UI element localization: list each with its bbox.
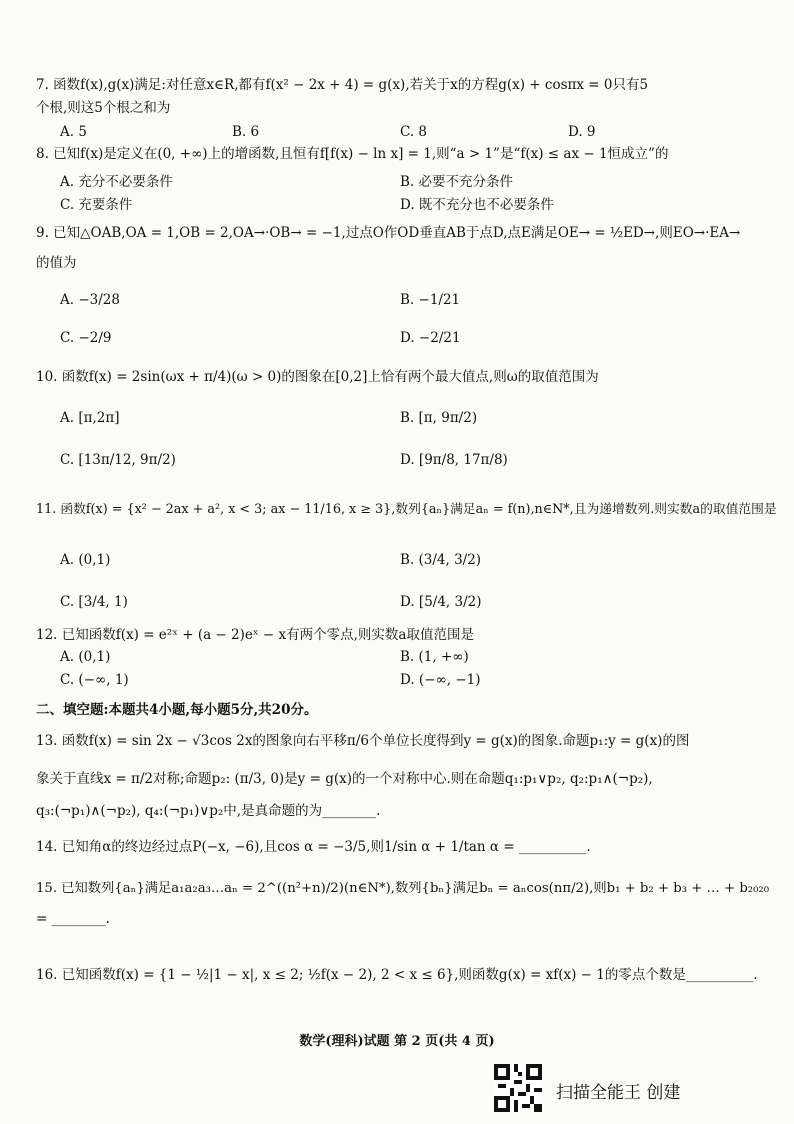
scanner-watermark: 扫描全能王 创建 <box>556 1083 681 1103</box>
q10-opt-a: A. [π,2π] <box>60 410 120 426</box>
q9-opt-d: D. −2/21 <box>400 330 461 346</box>
q7-opt-b: B. 6 <box>232 124 260 140</box>
q11-opt-c: C. [3/4, 1) <box>60 594 128 610</box>
q7-line1: 7. 函数f(x),g(x)满足:对任意x∈R,都有f(x² − 2x + 4) = g(x),若关于x的方程g(x) + cosπx = 0只有5 <box>36 77 649 93</box>
q8-opt-a: A. 充分不必要条件 <box>60 174 173 190</box>
q9-opt-b: B. −1/21 <box>400 292 461 308</box>
q10-opt-c: C. [13π/12, 9π/2) <box>60 452 176 468</box>
q8-line1: 8. 已知f(x)是定义在(0, +∞)上的增函数,且恒有f[f(x) − ln x] = 1,则“a > 1”是“f(x) ≤ ax − 1恒成立”的 <box>36 146 669 162</box>
q13-line2: 象关于直线x = π/2对称;命题p₂: (π/3, 0)是y = g(x)的一个对称中心.则在命题q₁:p₁∨p₂, q₂:p₁∧(¬p₂), <box>36 771 653 787</box>
q12-opt-d: D. (−∞, −1) <box>400 672 481 688</box>
q13-line3: q₃:(¬p₁)∧(¬p₂), q₄:(¬p₁)∨p₂中,是真命题的为________. <box>36 803 381 819</box>
q15-line2: = ________. <box>36 911 110 927</box>
q12-line1: 12. 已知函数f(x) = e²ˣ + (a − 2)eˣ − x有两个零点,则实数a取值范围是 <box>36 627 474 643</box>
page-footer: 数学(理科)试题 第 2 页(共 4 页) <box>299 1034 495 1049</box>
q14-line1: 14. 已知角α的终边经过点P(−x, −6),且cos α = −3/5,则1/sin α + 1/tan α = __________. <box>36 839 591 855</box>
q12-opt-a: A. (0,1) <box>60 649 111 665</box>
q10-line1: 10. 函数f(x) = 2sin(ωx + π/4)(ω > 0)的图象在[0,2]上恰有两个最大值点,则ω的取值范围为 <box>36 369 599 385</box>
q7-opt-c: C. 8 <box>400 124 428 140</box>
q9-line2: 的值为 <box>36 255 77 271</box>
q7-line2: 个根,则这5个根之和为 <box>36 100 171 116</box>
q8-opt-b: B. 必要不充分条件 <box>400 174 514 190</box>
q8-opt-d: D. 既不充分也不必要条件 <box>400 197 554 213</box>
q9-opt-c: C. −2/9 <box>60 330 112 346</box>
q10-opt-d: D. [9π/8, 17π/8) <box>400 452 508 468</box>
q11-line1: 11. 函数f(x) = {x² − 2ax + a², x < 3; ax − 11/16, x ≥ 3},数列{aₙ}满足aₙ = f(n),n∈N*,且为递增数列.则实数a的取值范围是 <box>36 502 777 517</box>
q15-line1: 15. 已知数列{aₙ}满足a₁a₂a₃…aₙ = 2^((n²+n)/2)(n∈N*),数列{bₙ}满足bₙ = aₙcos(nπ/2),则b₁ + b₂ + b₃ + … + b₂₀₂₀ <box>36 881 770 896</box>
section-two-heading: 二、填空题:本题共4小题,每小题5分,共20分。 <box>36 702 318 718</box>
q10-opt-b: B. [π, 9π/2) <box>400 410 478 426</box>
q11-opt-b: B. (3/4, 3/2) <box>400 552 482 568</box>
q11-opt-d: D. [5/4, 3/2) <box>400 594 482 610</box>
q7-opt-d: D. 9 <box>568 124 596 140</box>
qr-code-icon <box>494 1064 542 1112</box>
q12-opt-c: C. (−∞, 1) <box>60 672 129 688</box>
q16-line1: 16. 已知函数f(x) = {1 − ½|1 − x|, x ≤ 2; ½f(x − 2), 2 < x ≤ 6},则函数g(x) = xf(x) − 1的零点个数是__________. <box>36 967 758 983</box>
q11-opt-a: A. (0,1) <box>60 552 111 568</box>
q9-line1: 9. 已知△OAB,OA = 1,OB = 2,OA→·OB→ = −1,过点O作OD垂直AB于点D,点E满足OE→ = ½ED→,则EO→·EA→ <box>36 225 741 241</box>
q13-line1: 13. 函数f(x) = sin 2x − √3cos 2x的图象向右平移π/6个单位长度得到y = g(x)的图象.命题p₁:y = g(x)的图 <box>36 733 690 749</box>
q12-opt-b: B. (1, +∞) <box>400 649 469 665</box>
q8-opt-c: C. 充要条件 <box>60 197 133 213</box>
q9-opt-a: A. −3/28 <box>60 292 120 308</box>
q7-opt-a: A. 5 <box>60 124 87 140</box>
